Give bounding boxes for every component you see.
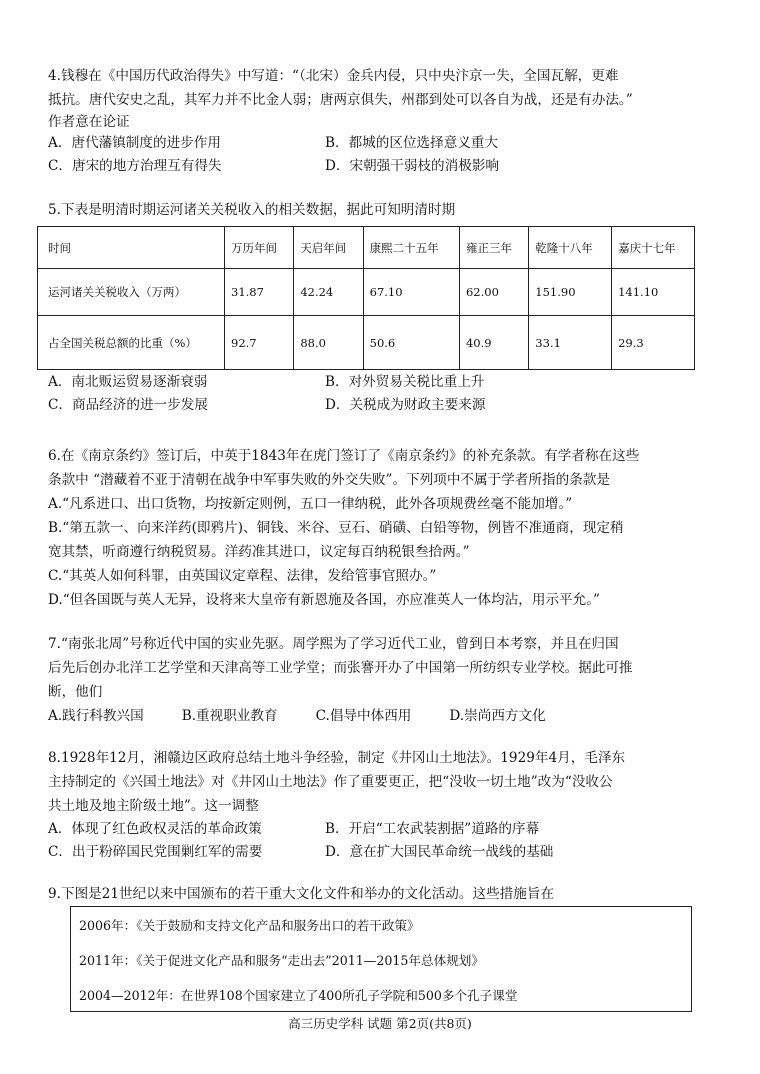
q4-option-d[interactable]: D．宋朝强干弱枝的消极影响 [325, 158, 500, 174]
table-cell: 88.0 [294, 316, 363, 370]
table-cell: 42.24 [294, 269, 363, 316]
q6-option-c[interactable]: C.“其英人如何科罪，由英国议定章程、法律，发给管事官照办。” [48, 568, 437, 584]
question-8 [48, 746, 720, 864]
q6-stem-line-1: 6.在《南京条约》签订后，中英于1843年在虎门签订了《南京条约》的补充条款。有学者称在这些 [48, 448, 640, 464]
table-cell: 141.10 [612, 269, 695, 316]
table-cell: 占全国关税总额的比重（%） [38, 316, 225, 370]
q6-option-b[interactable]: B.“第五款一、向来洋药(即鸦片)、铜钱、米谷、豆石、硝磺、白铅等物，例皆不准通商，现定稍 [48, 520, 624, 536]
q5-options [48, 371, 720, 417]
q7-option-c[interactable]: C.倡导中体西用 [315, 708, 412, 724]
question-6 [48, 444, 720, 612]
q6-option-a[interactable]: A.“凡系进口、出口货物，均按新定则例，五口一律纳税，此外各项规费丝毫不能加增。” [48, 496, 573, 512]
q5-option-d[interactable]: D．关税成为财政主要来源 [325, 397, 486, 413]
q5-tax-table [37, 226, 695, 370]
table-header-cell: 天启年间 [294, 227, 363, 269]
q8-option-b[interactable]: B．开启“工农武装割据”道路的序幕 [325, 821, 540, 837]
question-7 [48, 632, 720, 728]
q8-options-row-1 [48, 818, 720, 841]
q8-stem-line-1: 8.1928年12月，湘赣边区政府总结土地斗争经验，制定《井冈山土地法》。1929年4月，毛泽东 [48, 750, 626, 766]
table-cell: 31.87 [225, 269, 294, 316]
q4-stem-line-3: 作者意在论证 [48, 114, 130, 130]
q7-stem-line-1: 7.“南张北周”号称近代中国的实业先驱。周学熙为了学习近代工业，曾到日本考察，并且在归国 [48, 636, 619, 652]
q4-option-c[interactable]: C．唐宋的地方治理互有得失 [48, 158, 222, 174]
q4-options-row-1 [48, 132, 720, 155]
page-footer: 高三历史学科 试题 第2页(共8页) [288, 1016, 472, 1031]
q4-option-a[interactable]: A．唐代藩镇制度的进步作用 [48, 135, 221, 151]
table-header-cell: 嘉庆十七年 [612, 227, 695, 269]
table-cell: 151.90 [529, 269, 612, 316]
q4-stem-line-2: 抵抗。唐代安史之乱，其军力并不比金人弱；唐两京俱失，州郡到处可以各自为战，还是有办法。” [48, 92, 633, 108]
q8-option-c[interactable]: C．出于粉碎国民党围剿红军的需要 [48, 844, 263, 860]
q9-box-item: 2006年：《关于鼓励和支持文化产品和服务出口的若干政策》 [79, 918, 420, 933]
question-4 [48, 64, 720, 178]
q4-option-b[interactable]: B．都城的区位选择意义重大 [325, 135, 499, 151]
table-row [38, 316, 695, 370]
table-cell: 运河诸关关税收入（万两） [38, 269, 225, 316]
q7-stem-line-3: 断，他们 [48, 684, 103, 700]
table-cell: 29.3 [612, 316, 695, 370]
table-header-cell: 雍正三年 [459, 227, 528, 269]
q4-options-row-2 [48, 155, 720, 178]
table-row [38, 269, 695, 316]
q7-stem-line-2: 后先后创办北洋工艺学堂和天津高等工业学堂；而张謇开办了中国第一所纺织专业学校。据此可推 [48, 660, 633, 676]
q9-policy-box [70, 906, 692, 1012]
table-header-cell: 康熙二十五年 [363, 227, 459, 269]
table-cell: 92.7 [225, 316, 294, 370]
q5-option-b[interactable]: B．对外贸易关税比重上升 [325, 374, 485, 390]
table-header-row [38, 227, 695, 269]
q6-stem-line-2: 条款中 “潜藏着不亚于清朝在战争中军事失败的外交失败”。下列项中不属于学者所指的条款是 [48, 472, 610, 488]
q8-options-row-2 [48, 841, 720, 864]
q7-option-a[interactable]: A.践行科教兴国 [48, 708, 144, 724]
q9-stem: 9.下图是21世纪以来中国颁布的若干重大文化文件和举办的文化活动。这些措施旨在 [48, 886, 555, 902]
table-cell: 40.9 [459, 316, 528, 370]
q5-options-row-1 [48, 371, 720, 394]
table-cell: 62.00 [459, 269, 528, 316]
q4-stem-line-1: 4.钱穆在《中国历代政治得失》中写道：“（北宋）金兵内侵，只中央汴京一失，全国瓦解，更难 [48, 68, 619, 84]
q7-options-row [48, 704, 720, 728]
q5-option-c[interactable]: C．商品经济的进一步发展 [48, 397, 208, 413]
q5-option-a[interactable]: A．南北贩运贸易逐渐衰弱 [48, 374, 208, 390]
q5-stem: 5.下表是明清时期运河诸关关税收入的相关数据，据此可知明清时期 [48, 202, 456, 218]
q9-box-item: 2004—2012年：在世界108个国家建立了400所孔子学院和500多个孔子课堂 [79, 988, 518, 1003]
q8-stem-line-2: 主持制定的《兴国土地法》对《井冈山土地法》作了重要更正，把“没收一切土地”改为“没收公 [48, 774, 613, 790]
table-header-cell: 时间 [38, 227, 225, 269]
table-header-cell: 万历年间 [225, 227, 294, 269]
table-cell: 67.10 [363, 269, 459, 316]
q8-option-d[interactable]: D．意在扩大国民革命统一战线的基础 [325, 844, 554, 860]
table-cell: 33.1 [529, 316, 612, 370]
q8-stem-line-3: 共土地及地主阶级土地”。这一调整 [48, 798, 259, 814]
table-header-cell: 乾隆十八年 [529, 227, 612, 269]
question-9 [48, 882, 720, 906]
q6-option-b-cont[interactable]: 宽其禁，听商遵行纳税贸易。洋药准其进口，议定每百纳税银叁拾两。” [48, 544, 470, 560]
question-5 [48, 198, 720, 222]
table-cell: 50.6 [363, 316, 459, 370]
q8-option-a[interactable]: A．体现了红色政权灵活的革命政策 [48, 821, 262, 837]
q6-option-d[interactable]: D.“但各国既与英人无异，设将来大皇帝有新恩施及各国，亦应准英人一体均沾，用示平允。” [48, 592, 600, 608]
q7-option-b[interactable]: B.重视职业教育 [181, 708, 278, 724]
q5-options-row-2 [48, 394, 720, 417]
q7-option-d[interactable]: D.崇尚西方文化 [449, 708, 546, 724]
q9-box-item: 2011年：《关于促进文化产品和服务“走出去”2011—2015年总体规划》 [79, 953, 484, 968]
